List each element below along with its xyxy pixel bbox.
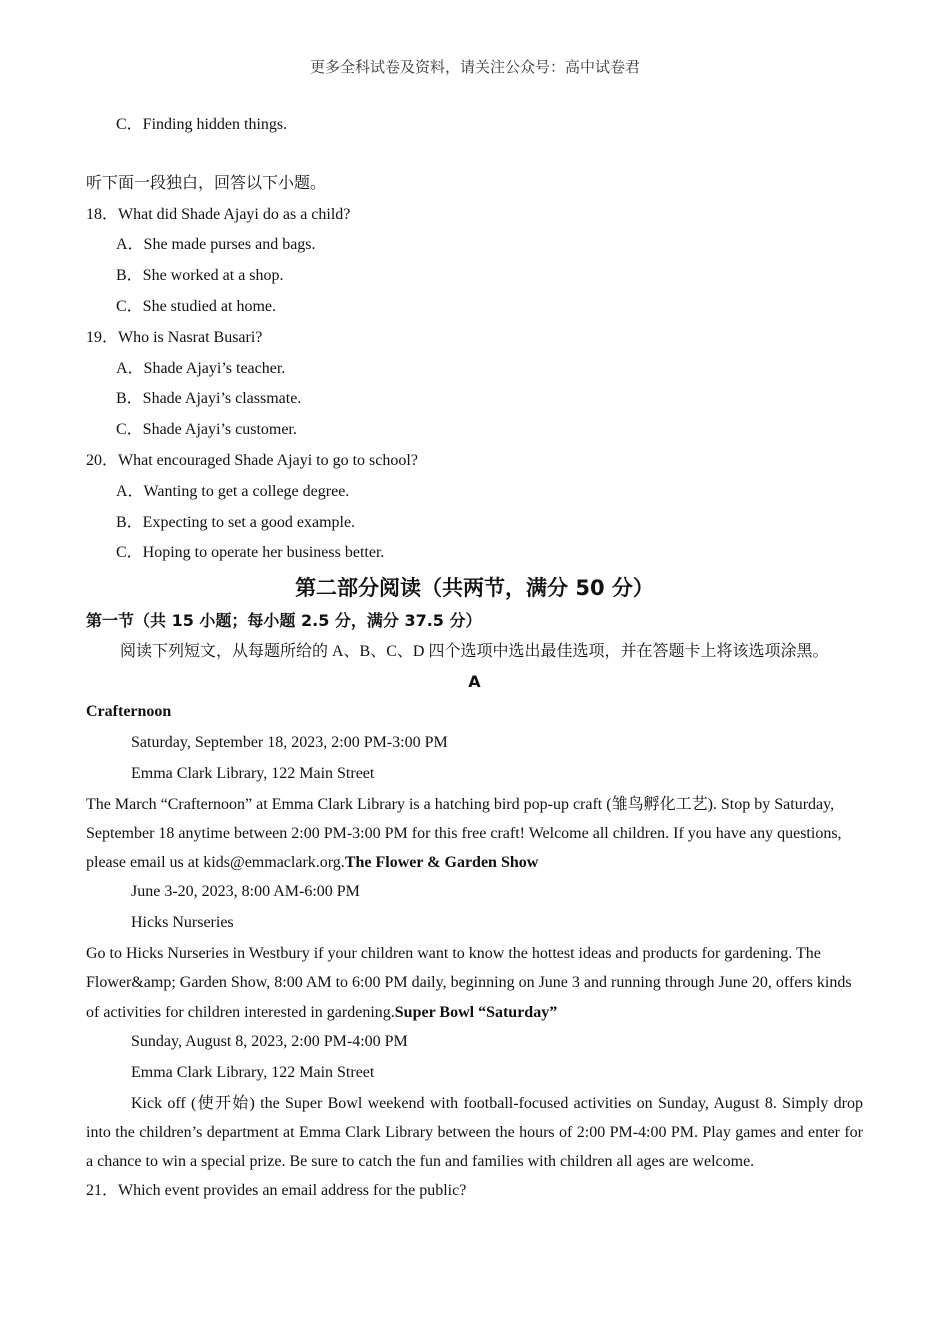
- passage-label: A: [468, 672, 481, 692]
- crafternoon-place: Emma Clark Library, 122 Main Street: [131, 764, 375, 782]
- q20-option-c: C．Hoping to operate her business better.: [116, 544, 385, 562]
- q18-option-b: B．She worked at a shop.: [116, 267, 284, 285]
- crafternoon-title: Crafternoon: [86, 703, 172, 721]
- section1-title: 第一节（共 15 小题；每小题 2.5 分，满分 37.5 分）: [86, 611, 482, 631]
- reading-instruction: 阅读下列短文，从每题所给的 A、B、C、D 四个选项中选出最佳选项，并在答题卡上将该选项涂黑。: [120, 643, 829, 661]
- listening-intro: 听下面一段独白，回答以下小题。: [86, 174, 327, 192]
- flower-desc-text: Go to Hicks Nurseries in Westbury if your children want to know the hottest ideas and products for gardening. The Flower&amp; Garden Show, 8:00 AM to 6:00 PM daily, beginning on June 3 and running through June 20, offers kinds of activities for children interested in gardening.: [86, 945, 852, 1021]
- crafternoon-description: [86, 790, 863, 878]
- crafternoon-desc-text: The March “Crafternoon” at Emma Clark Library is a hatching bird pop-up craft (雏鸟孵化工艺). Stop by Saturday, September 18 anytime between 2:00 PM-3:00 PM for this free craft! Welcome all children. If you have any questions, please email us at kids@emmaclark.org.: [86, 795, 842, 872]
- q19-option-a: A．Shade Ajayi’s teacher.: [116, 359, 286, 377]
- superbowl-title: Super Bowl “Saturday”: [394, 1003, 558, 1021]
- superbowl-date: Sunday, August 8, 2023, 2:00 PM-4:00 PM: [131, 1032, 408, 1050]
- q19-option-c: C．Shade Ajayi’s customer.: [116, 421, 297, 439]
- superbowl-description: Kick off (使开始) the Super Bowl weekend with football-focused activities on Sunday, August 8. Simply drop into the children’s department at Emma Clark Library between the hours of 2:00 PM-4:00 PM. Play games and enter for a chance to win a special prize. Be sure to catch the fun and families with children all ages are welcome.: [86, 1094, 863, 1171]
- flower-show-date: June 3-20, 2023, 8:00 AM-6:00 PM: [131, 883, 360, 901]
- q18-option-a: A．She made purses and bags.: [116, 236, 316, 254]
- superbowl-place: Emma Clark Library, 122 Main Street: [131, 1063, 375, 1081]
- prev-option: C．Finding hidden things.: [116, 116, 288, 133]
- flower-show-title: The Flower & Garden Show: [344, 854, 539, 872]
- part2-title: 第二部分阅读（共两节，满分 50 分）: [295, 576, 654, 601]
- q18-option-c: C．She studied at home.: [116, 297, 276, 315]
- crafternoon-date: Saturday, September 18, 2023, 2:00 PM-3:00 PM: [131, 733, 448, 751]
- flower-show-place: Hicks Nurseries: [131, 914, 234, 932]
- q20-option-a: A．Wanting to get a college degree.: [116, 482, 350, 500]
- spacer: [86, 141, 863, 169]
- document-body: [86, 110, 863, 1207]
- q20-option-b: B．Expecting to set a good example.: [116, 513, 356, 531]
- question-20: 20．What encouraged Shade Ajayi to go to school?: [86, 451, 418, 469]
- question-18: 18．What did Shade Ajayi do as a child?: [86, 205, 351, 223]
- flower-show-description: [86, 939, 863, 1027]
- page-header: 更多全科试卷及资料，请关注公众号：高中试卷君: [309, 60, 640, 76]
- q19-option-b: B．Shade Ajayi’s classmate.: [116, 390, 302, 408]
- question-19: 19．Who is Nasrat Busari?: [86, 328, 263, 346]
- question-21: 21．Which event provides an email address for the public?: [86, 1182, 467, 1200]
